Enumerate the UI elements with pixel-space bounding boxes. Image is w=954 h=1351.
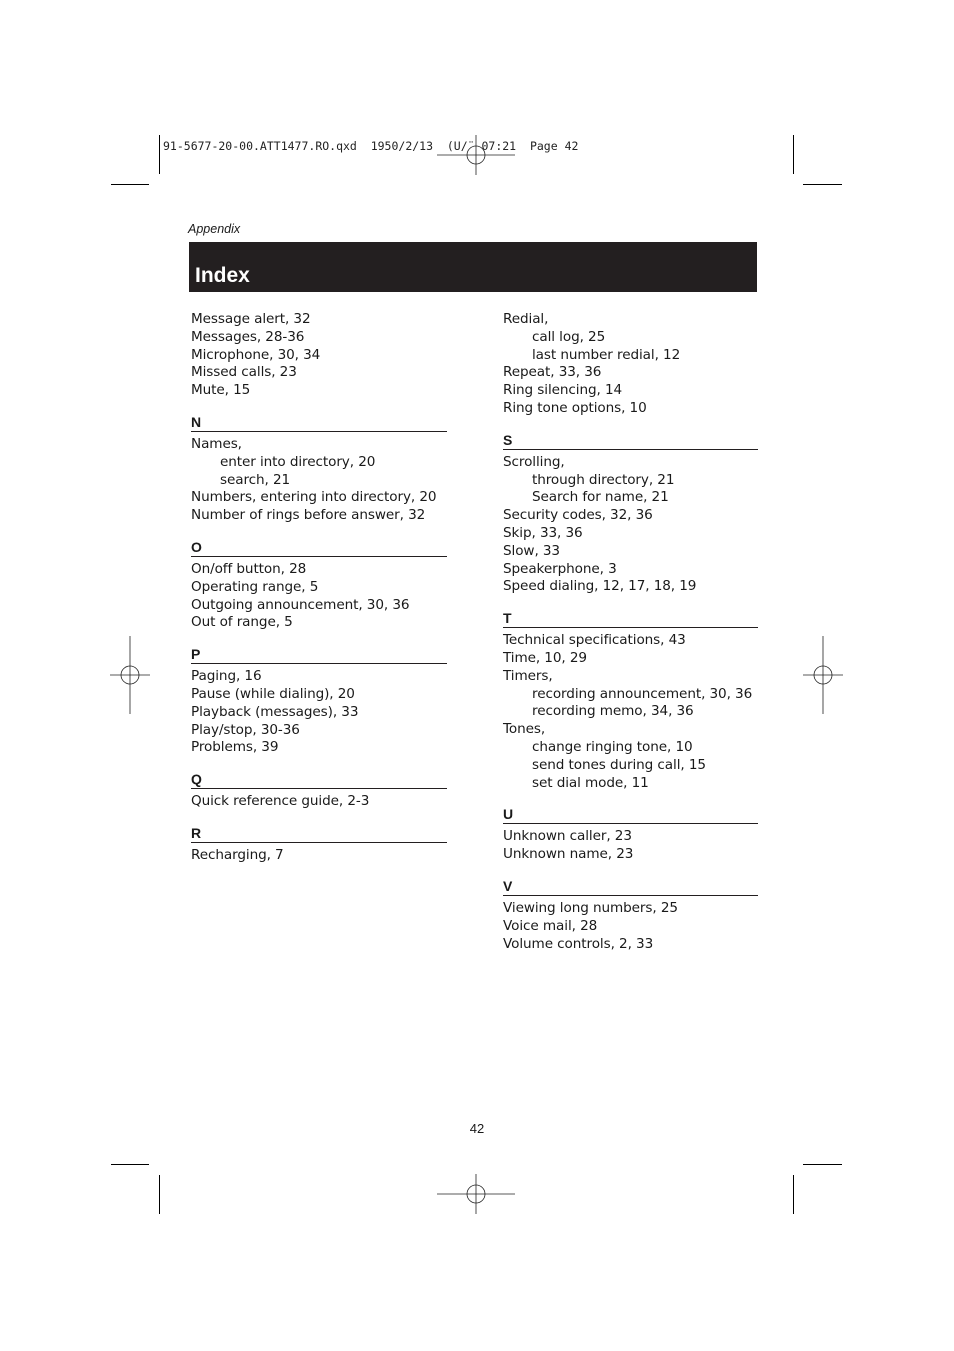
index-entry: Unknown caller, 23 <box>503 828 632 845</box>
index-entry: Security codes, 32, 36 <box>503 507 653 524</box>
index-group <box>503 807 758 864</box>
index-entry: Volume controls, 2, 33 <box>503 935 654 952</box>
index-subentry: enter into directory, 20 <box>220 453 376 470</box>
index-entry: Play/stop, 30-36 <box>191 721 300 738</box>
index-entry: Slow, 33 <box>503 542 560 559</box>
index-entry: Time, 10, 29 <box>503 649 587 666</box>
index-entry: Pause (while dialing), 20 <box>191 685 355 702</box>
crop-mark <box>803 1164 842 1165</box>
index-entry: Message alert, 32 <box>191 311 311 327</box>
index-entry: Paging, 16 <box>191 668 262 685</box>
index-group <box>191 415 447 525</box>
index-entry: Scrolling, <box>503 453 565 470</box>
index-entry: Problems, 39 <box>191 739 279 756</box>
index-group <box>503 879 758 953</box>
crop-mark <box>159 1175 160 1214</box>
index-subentry: recording memo, 34, 36 <box>532 703 694 720</box>
registration-mark-icon <box>803 636 843 714</box>
index-entry: Numbers, entering into directory, 20 <box>191 489 437 506</box>
index-entry: Voice mail, 28 <box>503 917 598 934</box>
index-letter-heading: N <box>191 415 447 432</box>
index-entry: Timers, <box>503 667 553 684</box>
index-entry: Playback (messages), 33 <box>191 703 359 720</box>
index-subentry: recording announcement, 30, 36 <box>532 685 753 702</box>
index-group <box>191 826 447 865</box>
index-entry: Microphone, 30, 34 <box>191 346 321 363</box>
index-group <box>191 540 447 632</box>
index-entry: Number of rings before answer, 32 <box>191 507 426 524</box>
crop-mark <box>803 184 842 185</box>
index-entry: Speed dialing, 12, 17, 18, 19 <box>503 578 697 595</box>
print-slug: 91-5677-20-00.ATT1477.RO.qxd 1950/2/13 (U/¨ 07:21 Page 42 <box>163 139 579 153</box>
index-letter-heading: Q <box>191 772 447 789</box>
crop-mark <box>111 1164 149 1165</box>
index-entry: On/off button, 28 <box>191 560 307 577</box>
index-group <box>191 647 447 757</box>
index-entry: Recharging, 7 <box>191 846 284 863</box>
index-entry: Skip, 33, 36 <box>503 524 583 541</box>
index-group <box>503 311 758 418</box>
index-group <box>503 433 758 596</box>
index-group <box>503 611 758 792</box>
index-subentry: Search for name, 21 <box>532 489 669 506</box>
index-letter-heading: V <box>503 879 758 896</box>
index-letter-heading: S <box>503 433 758 450</box>
index-letter-heading: O <box>191 540 447 557</box>
index-entry: Messages, 28-36 <box>191 328 305 345</box>
index-subentry: through directory, 21 <box>532 471 675 488</box>
index-group <box>191 772 447 811</box>
index-entry: Quick reference guide, 2-3 <box>191 793 370 810</box>
index-letter-heading: U <box>503 807 758 824</box>
index-entry: Missed calls, 23 <box>191 364 297 381</box>
index-column-right <box>503 311 758 953</box>
index-column-left <box>191 311 447 865</box>
crop-mark <box>793 1175 794 1214</box>
index-entry: Redial, <box>503 311 549 327</box>
index-subentry: send tones during call, 15 <box>532 756 706 773</box>
title-banner <box>189 242 757 292</box>
page-number: 42 <box>469 1121 485 1136</box>
registration-mark-icon <box>437 1174 515 1214</box>
index-entry: Viewing long numbers, 25 <box>503 899 678 916</box>
index-entry: Ring tone options, 10 <box>503 399 647 416</box>
index-subentry: change ringing tone, 10 <box>532 738 693 755</box>
index-entry: Unknown name, 23 <box>503 846 634 863</box>
page-title: Index <box>195 264 250 287</box>
index-subentry: set dial mode, 11 <box>532 774 649 791</box>
crop-mark <box>793 135 794 174</box>
registration-mark-icon <box>110 636 150 714</box>
index-entry: Operating range, 5 <box>191 578 319 595</box>
index-entry: Ring silencing, 14 <box>503 382 623 399</box>
index-subentry: search, 21 <box>220 471 291 488</box>
index-group <box>191 311 447 400</box>
index-entry: Technical specifications, 43 <box>503 632 686 649</box>
index-entry: Out of range, 5 <box>191 614 293 631</box>
index-letter-heading: T <box>503 611 758 628</box>
crop-mark <box>159 135 160 174</box>
index-entry: Names, <box>191 435 242 452</box>
index-entry: Repeat, 33, 36 <box>503 364 602 381</box>
index-entry: Outgoing announcement, 30, 36 <box>191 596 410 613</box>
index-subentry: call log, 25 <box>532 328 606 345</box>
index-letter-heading: P <box>191 647 447 664</box>
section-label: Appendix <box>188 222 241 236</box>
index-letter-heading: R <box>191 826 447 843</box>
index-entry: Mute, 15 <box>191 382 251 399</box>
index-entry: Tones, <box>503 721 546 738</box>
index-subentry: last number redial, 12 <box>532 346 681 363</box>
index-entry: Speakerphone, 3 <box>503 560 617 577</box>
crop-mark <box>111 184 149 185</box>
